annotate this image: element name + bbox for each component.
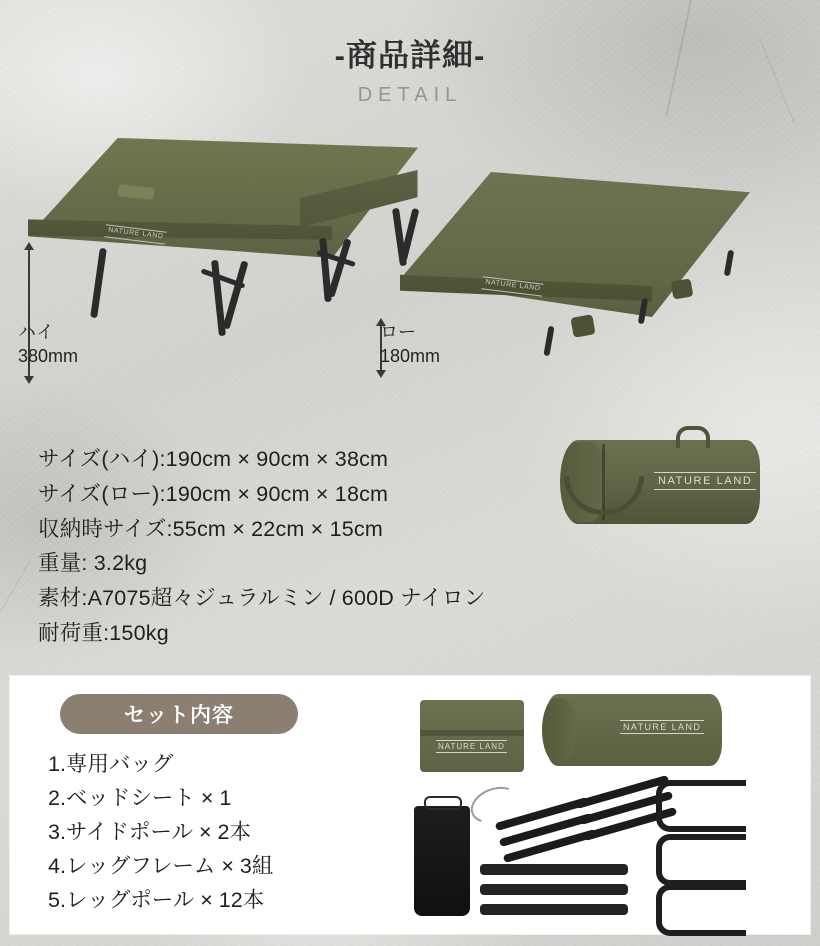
side-pole: [480, 904, 628, 915]
dimension-arrow-low-bottom: [376, 370, 386, 378]
pole-pouch: [414, 806, 470, 916]
set-contents-panel: [10, 676, 810, 934]
bed-sheet-logo: NATURE LAND: [438, 742, 505, 751]
cot-low-tab-1: [570, 314, 595, 338]
spec-row: 重量: 3.2kg: [38, 551, 148, 576]
cot-low-leg-3: [724, 250, 734, 277]
dimension-label-high-value: 380mm: [18, 346, 79, 367]
brand-logo-low: NATURE LAND: [481, 276, 544, 296]
leg-frame: [656, 884, 746, 936]
dimension-label-high-name: ハイ: [18, 322, 54, 342]
cot-low-tab-2: [671, 278, 694, 299]
carry-bag-logo: NATURE LAND: [620, 720, 704, 734]
spec-list: [38, 442, 558, 651]
product-diagram: [0, 130, 820, 420]
bed-sheet-folded: [420, 700, 524, 772]
dimension-label-high: [18, 320, 78, 369]
spec-row: 耐荷重:150kg: [38, 621, 169, 646]
page-subtitle: DETAIL: [357, 84, 463, 106]
dimension-arrow-high-bottom: [24, 376, 34, 384]
page-title: -商品詳細-: [334, 38, 486, 73]
dimension-label-low-value: 180mm: [380, 346, 441, 367]
spec-row: サイズ(ハイ):190cm × 90cm × 38cm: [38, 447, 389, 471]
brand-logo-high: NATURE LAND: [104, 224, 167, 244]
list-item: 1.専用バッグ: [48, 752, 174, 776]
crack-mark-3: [0, 560, 31, 612]
side-pole: [480, 884, 628, 895]
leg-frame: [656, 780, 746, 832]
carry-bag-end-cap: [542, 698, 576, 762]
dimension-label-low-name: ロー: [380, 322, 416, 342]
list-item: 2.ベッドシート × 1: [48, 785, 232, 810]
list-item: 4.レッグフレーム × 3組: [48, 853, 274, 878]
parts-photo-group: [406, 684, 802, 930]
cot-high-leg-3: [222, 260, 248, 329]
storage-bag-handle: [676, 426, 710, 448]
pole-pouch-drawstring: [424, 796, 462, 810]
list-item: 3.サイドポール × 2本: [48, 819, 251, 844]
dimension-label-low: [380, 320, 440, 369]
leg-frame: [656, 834, 746, 886]
spec-row: 収納時サイズ:55cm × 22cm × 15cm: [38, 516, 383, 541]
storage-bag-logo: NATURE LAND: [654, 472, 756, 490]
set-contents-list: [48, 748, 408, 918]
dimension-arrow-high-top: [24, 242, 34, 250]
detail-header: [0, 30, 820, 107]
storage-bag-image: [558, 424, 770, 536]
spec-row: サイズ(ロー):190cm × 90cm × 18cm: [38, 481, 389, 506]
cot-high-leg-1: [90, 248, 107, 318]
cot-low-leg-1: [543, 326, 554, 357]
list-item: 5.レッグポール × 12本: [48, 887, 265, 912]
set-contents-heading: セット内容: [60, 694, 298, 734]
spec-row: 素材:A7075超々ジュラルミン / 600D ナイロン: [38, 586, 486, 611]
side-pole: [480, 864, 628, 875]
